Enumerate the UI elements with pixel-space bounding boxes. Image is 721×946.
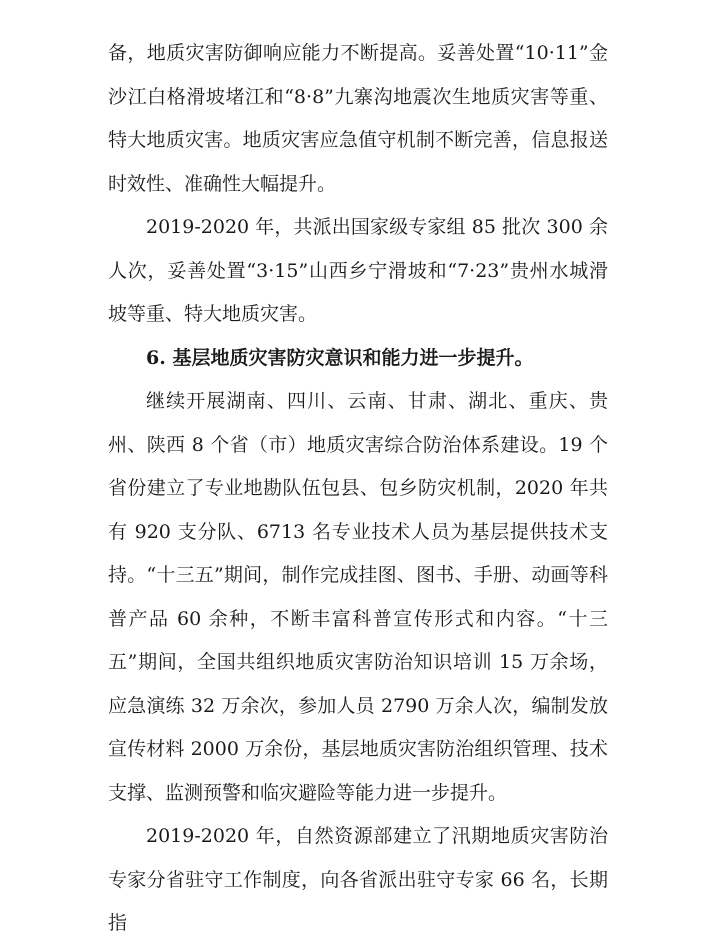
document-page [108, 32, 608, 946]
paragraph-expert-dispatch: 2019-2020 年，共派出国家级专家组 85 批次 300 余人次，妥善处置“3·15”山西乡宁滑坡和“7·23”贵州水城滑坡等重、特大地质灾害。 [108, 216, 608, 325]
section-heading: 6. 基层地质灾害防灾意识和能力进一步提升。 [146, 346, 534, 369]
paragraph-flood-season-experts: 2019-2020 年，自然资源部建立了汛期地质灾害防治专家分省驻守工作制度，向各省派出驻守专家 66 名，长期指 [108, 825, 608, 934]
paragraph-grassroots-capacity: 继续开展湖南、四川、云南、甘肃、湖北、重庆、贵州、陕西 8 个省（市）地质灾害综合防治体系建设。19 个省份建立了专业地勘队伍包县、包乡防灾机制，2020 年共有 920 支分队、6713 名专业技术人员为基层提供技术支持。“十三五”期间，制作完成挂图、图书、手册、动画等科普产品 60 余种，不断丰富科普宣传形式和内容。“十三五”期间，全国共组织地质灾害防治知识培训 15 万余场，应急演练 32 万余次，参加人员 2790 万余人次，编制发放宣传材料 2000 万余份，基层地质灾害防治组织管理、技术支撑、监测预警和临灾避险等能力进一步提升。 [108, 390, 608, 804]
paragraph-continuation: 备，地质灾害防御响应能力不断提高。妥善处置“10·11”金沙江白格滑坡堵江和“8·8”九寨沟地震次生地质灾害等重、特大地质灾害。地质灾害应急值守机制不断完善，信息报送时效性、准确性大幅提升。 [108, 42, 608, 195]
